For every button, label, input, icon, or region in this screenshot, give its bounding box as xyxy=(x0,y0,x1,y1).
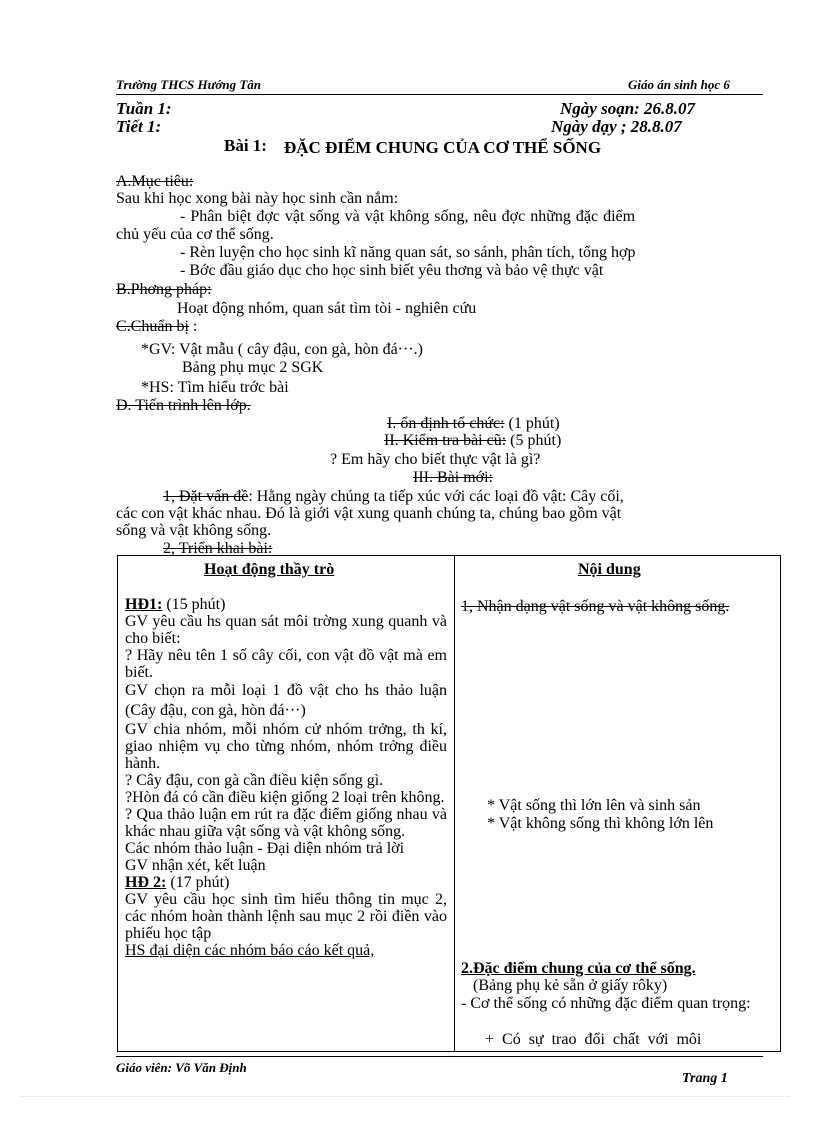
lesson-number: Bài 1: xyxy=(224,136,267,155)
teach-date: Ngày dạy ; 28.8.07 xyxy=(551,117,682,136)
objective-2: - Rèn luyện cho học sinh kĩ năng quan sát, so sánh, phân tích, tổng hợp xyxy=(180,244,636,261)
page-number: Trang 1 xyxy=(682,1071,728,1086)
act-line-2: ? Hãy nêu tên 1 số cây cối, con vật đồ vật mà em biết. xyxy=(125,647,447,681)
act-line-11: HS đại diện các nhóm báo cáo kết quả, xyxy=(125,942,375,959)
lesson-title: ĐẶC ĐIỂM CHUNG CỦA CƠ THỂ SỐNG xyxy=(284,138,602,157)
school-name: Trường THCS Hướng Tân xyxy=(116,77,261,92)
hd2-time: (17 phút) xyxy=(166,874,230,891)
activities-column xyxy=(125,596,447,959)
section-a-intro: Sau khi học xong bài này học sinh cần nắm: xyxy=(116,190,399,207)
act-line-7: ? Qua thảo luận em rút ra đặc điểm giống nhau và khác nhau giữa vật sống và vật không sống. xyxy=(125,806,447,840)
period-label: Tiết 1: xyxy=(116,117,162,136)
intro-line-3: sống và vật không sống. xyxy=(116,522,272,539)
hd2-label: HĐ 2: xyxy=(125,874,167,891)
content-traits-intro: - Cơ thể sống có những đặc điểm quan trọng: xyxy=(461,995,751,1012)
deploy-heading: 2, Triển khai bài: xyxy=(163,540,273,557)
act-line-4: GV chia nhóm, mỗi nhóm cử nhóm trởng, th kí, giao nhiệm vụ cho từng nhóm, nhóm trởng điều hành. xyxy=(125,721,447,772)
section-c-heading: C.Chuẩn bị xyxy=(116,318,189,335)
content-heading-1: 1, Nhận dạng vật sống và vật không sống. xyxy=(461,598,730,615)
step-i-label: I. ổn định tổ chức: xyxy=(387,415,505,432)
objective-1a: - Phân biệt đợc vật sống và vật không sống, nêu đợc những đặc điểm xyxy=(180,208,636,225)
content-board-note: (Bảng phụ kẻ sẵn ở giấy rôky) xyxy=(473,977,668,994)
section-b-heading: B.Phơng pháp: xyxy=(116,281,212,298)
hd1-time: (15 phút) xyxy=(162,596,226,613)
intro-label: 1, Đặt vấn đề xyxy=(163,488,249,505)
content-trait-1: + Có sự trao đổi chất với môi xyxy=(485,1031,702,1048)
week-label: Tuần 1: xyxy=(116,99,172,118)
teacher-prep-2: Bảng phụ mục 2 SGK xyxy=(182,359,324,376)
step-i xyxy=(387,415,560,432)
act-line-5: ? Cây đậu, con gà cần điều kiện sống gì. xyxy=(125,772,384,789)
table-divider xyxy=(454,555,455,1052)
intro-line-1 xyxy=(163,488,624,505)
page-bottom-edge xyxy=(20,1096,790,1097)
student-prep: *HS: Tìm hiểu trớc bài xyxy=(141,379,289,396)
step-i-time: (1 phút) xyxy=(504,415,560,432)
section-c-colon: : xyxy=(188,318,198,335)
section-c-heading-wrap xyxy=(116,318,197,335)
section-b-text: Hoạt động nhóm, quan sát tìm tòi - nghiên cứu xyxy=(177,300,477,317)
review-question: ? Em hãy cho biết thực vật là gì? xyxy=(330,451,541,468)
act-line-10: GV yêu cầu học sinh tìm hiểu thông tin mục 2, các nhóm hoàn thành lệnh sau mục 2 rồi điền vào phiếu học tập xyxy=(125,891,447,942)
content-nonliving: * Vật không sống thì không lớn lên xyxy=(487,815,714,832)
act-line-1: GV yêu cầu hs quan sát môi trờng xung quanh và cho biết: xyxy=(125,613,447,647)
intro-line-2: các con vật khác nhau. Đó là giới vật xung quanh chúng ta, chúng bao gồm vật xyxy=(116,505,622,522)
act-line-8: Các nhóm thảo luận - Đại diện nhóm trả lời xyxy=(125,840,405,857)
act-line-9: GV nhận xét, kết luận xyxy=(125,857,266,874)
content-living: * Vật sống thì lớn lên và sinh sản xyxy=(487,797,701,814)
prep-date: Ngày soạn: 26.8.07 xyxy=(560,99,696,118)
intro-text: : Hằng ngày chúng ta tiếp xúc với các loại đồ vật: Cây cối, xyxy=(248,488,624,505)
subject-name: Giáo án sinh học 6 xyxy=(628,77,730,92)
section-d-heading: D. Tiến trình lên lớp. xyxy=(116,397,251,414)
teacher-name: Giáo viên: Võ Văn Định xyxy=(116,1060,247,1075)
section-a-heading: A.Mục tiêu: xyxy=(116,173,194,190)
act-line-3: GV chọn ra mỗi loại 1 đồ vật cho hs thảo luận (Cây đậu, con gà, hòn đá···) xyxy=(125,682,447,719)
content-heading-2: 2.Đặc điểm chung của cơ thể sống. xyxy=(461,960,696,977)
hd2-line xyxy=(125,874,447,891)
footer-rule xyxy=(116,1056,763,1057)
act-line-6: ?Hòn đá có cần điều kiện giống 2 loại trên không. xyxy=(125,789,445,806)
step-ii xyxy=(384,432,561,449)
col-content-header: Nội dung xyxy=(578,561,641,578)
header-rule xyxy=(116,94,763,95)
hd1-line xyxy=(125,596,447,613)
hd1-label: HĐ1: xyxy=(125,596,163,613)
objective-3: - Bớc đầu giáo dục cho học sinh biết yêu thơng và bảo vệ thực vật xyxy=(180,262,604,279)
teacher-prep: *GV: Vật mẫu ( cây đậu, con gà, hòn đá···.) xyxy=(141,341,423,358)
step-ii-label: II. Kiểm tra bài cũ: xyxy=(384,432,507,449)
step-ii-time: (5 phút) xyxy=(506,432,562,449)
step-iii: III. Bài mới: xyxy=(413,469,493,486)
col-activities-header: Hoạt động thầy trò xyxy=(204,561,335,578)
objective-1b: chủ yếu của cơ thể sống. xyxy=(116,226,274,243)
